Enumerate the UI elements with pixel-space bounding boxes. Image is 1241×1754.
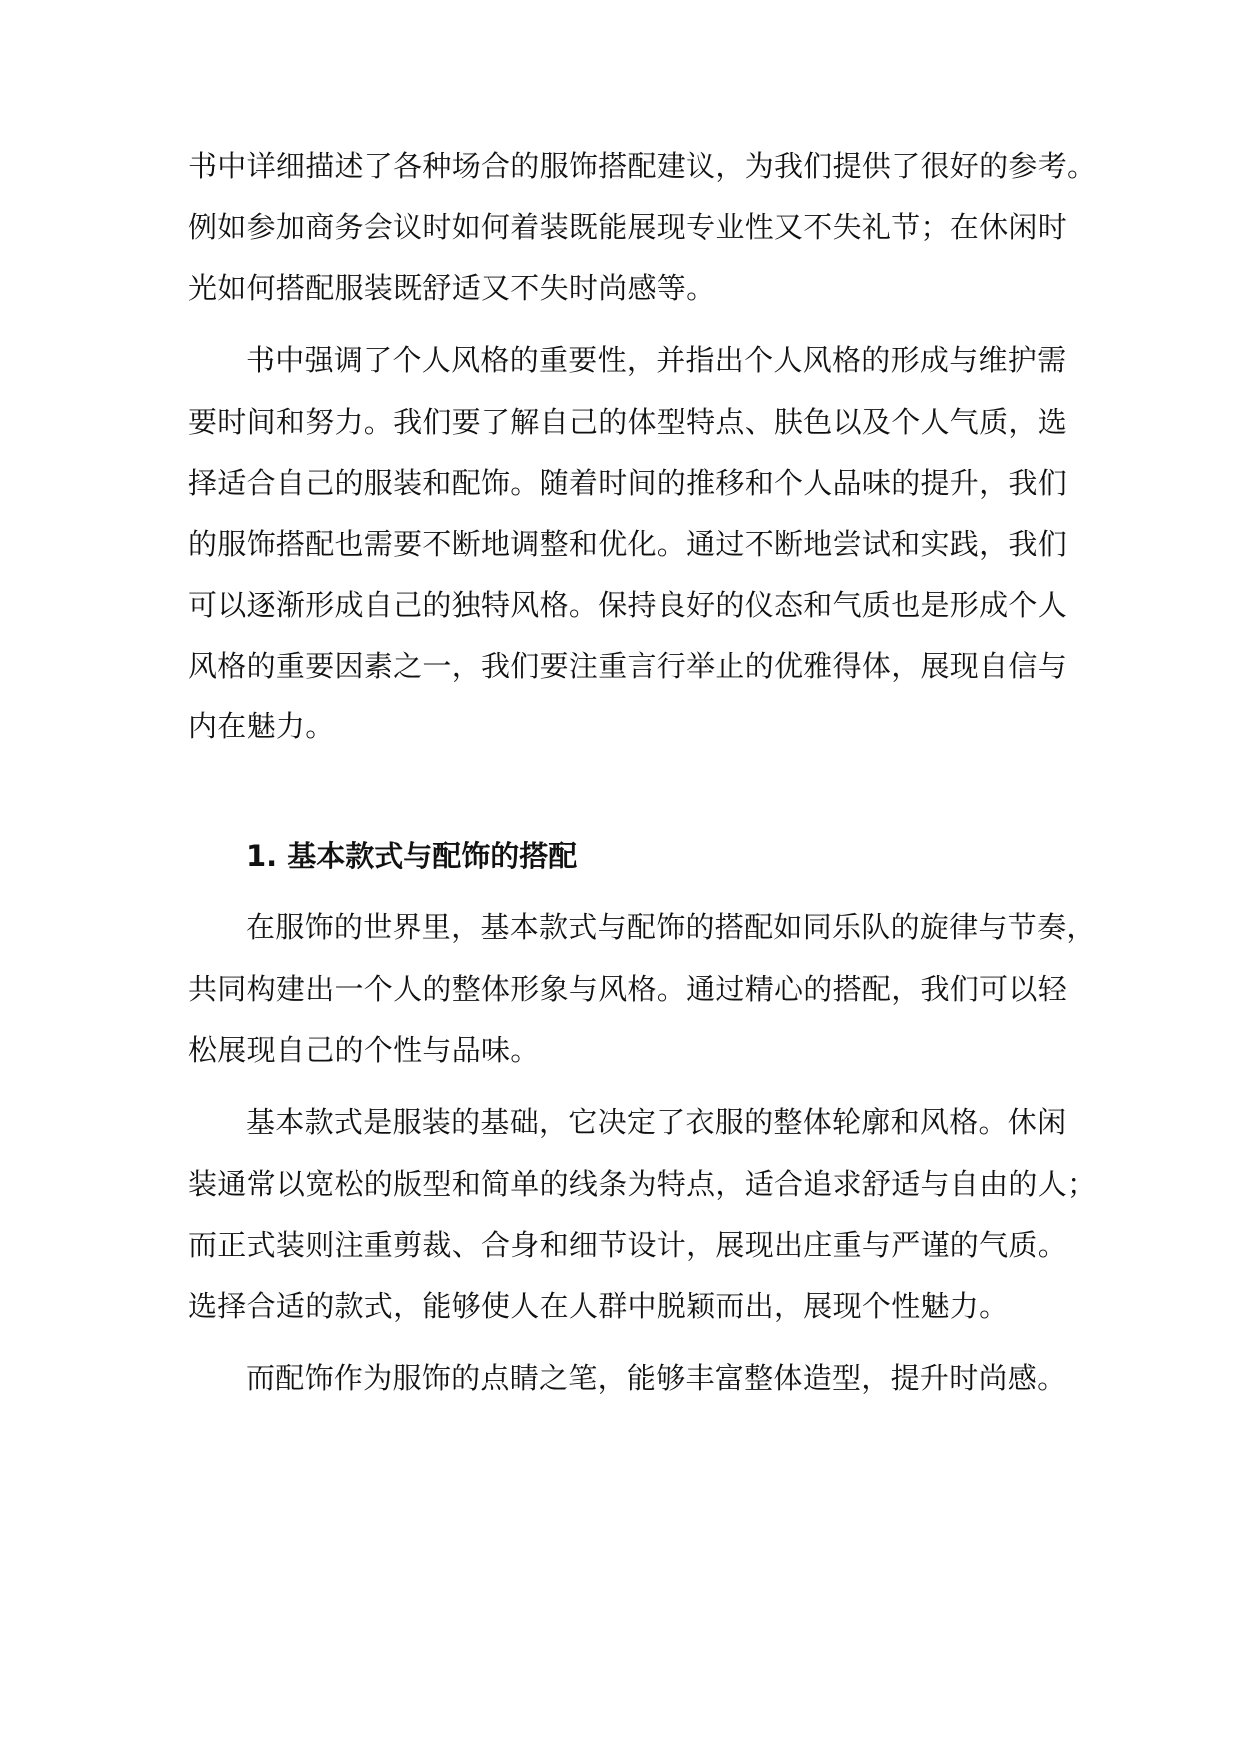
paragraph-2-line-6: 风格的重要因素之一，我们要注重言行举止的优雅得体，展现自信与 [188, 649, 1068, 683]
section-paragraph-2-line-2: 装通常以宽松的版型和简单的线条为特点，适合追求舒适与自由的人； [188, 1167, 1097, 1201]
paragraph-1-line-2: 例如参加商务会议时如何着装既能展现专业性又不失礼节；在休闲时 [188, 210, 1068, 244]
section-paragraph-1-line-2: 共同构建出一个人的整体形象与风格。通过精心的搭配，我们可以轻 [188, 972, 1068, 1006]
section-paragraph-1-line-1: 在服饰的世界里，基本款式与配饰的搭配如同乐队的旋律与节奏， [246, 910, 1096, 944]
section-paragraph-1-line-3: 松展现自己的个性与品味。 [188, 1033, 540, 1067]
section-paragraph-2-line-4: 选择合适的款式，能够使人在人群中脱颖而出，展现个性魅力。 [188, 1289, 1009, 1323]
paragraph-2-line-3: 择适合自己的服装和配饰。随着时间的推移和个人品味的提升，我们 [188, 466, 1068, 500]
paragraph-2-line-5: 可以逐渐形成自己的独特风格。保持良好的仪态和气质也是形成个人 [188, 588, 1068, 622]
paragraph-2-line-1: 书中强调了个人风格的重要性，并指出个人风格的形成与维护需 [246, 343, 1067, 377]
section-paragraph-2-line-1: 基本款式是服装的基础，它决定了衣服的整体轮廓和风格。休闲 [246, 1105, 1067, 1139]
paragraph-1-line-3: 光如何搭配服装既舒适又不失时尚感等。 [188, 271, 716, 305]
section-paragraph-3-line-1: 而配饰作为服饰的点睛之笔，能够丰富整体造型，提升时尚感。 [246, 1361, 1067, 1395]
section-heading: 1. 基本款式与配饰的搭配 [246, 839, 578, 873]
paragraph-2-line-4: 的服饰搭配也需要不断地调整和优化。通过不断地尝试和实践，我们 [188, 527, 1068, 561]
paragraph-2-line-2: 要时间和努力。我们要了解自己的体型特点、肤色以及个人气质，选 [188, 405, 1068, 439]
section-paragraph-2-line-3: 而正式装则注重剪裁、合身和细节设计，展现出庄重与严谨的气质。 [188, 1228, 1068, 1262]
paragraph-1-line-1: 书中详细描述了各种场合的服饰搭配建议，为我们提供了很好的参考。 [188, 149, 1097, 183]
paragraph-2-line-7: 内在魅力。 [188, 709, 335, 743]
